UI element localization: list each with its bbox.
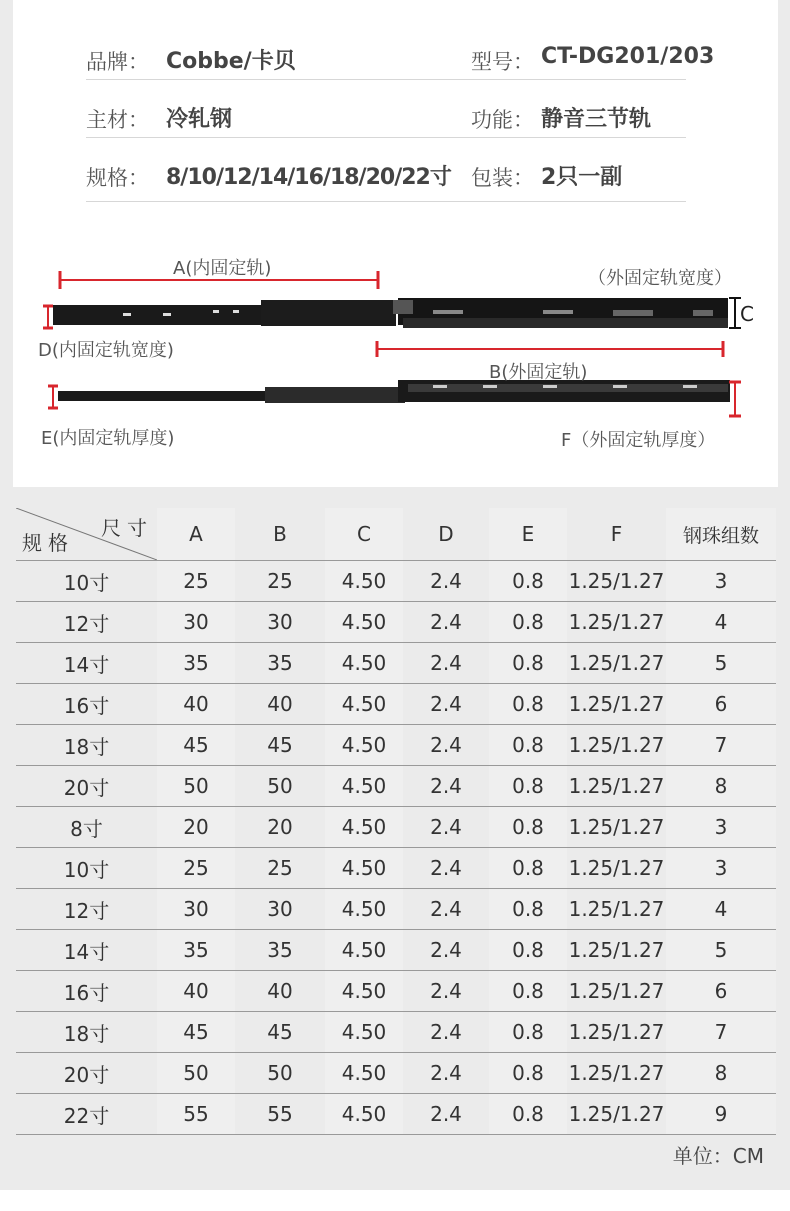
label-e: E(内固定轨厚度) [41, 428, 175, 449]
header-a: A [157, 508, 235, 561]
size-value: 8/10/12/14/16/18/20/22寸 [166, 165, 451, 190]
cell-spec: 8寸 [16, 807, 157, 848]
cell-spec: 10寸 [16, 561, 157, 602]
brand-value: Cobbe/卡贝 [166, 49, 296, 74]
cell-b: 25 [235, 848, 325, 889]
cell-spec: 14寸 [16, 930, 157, 971]
cell-ball-groups: 5 [666, 930, 776, 971]
cell-f: 1.25/1.27 [567, 1094, 666, 1135]
cell-b: 35 [235, 930, 325, 971]
cell-c: 4.50 [325, 725, 403, 766]
function-value: 静音三节轨 [541, 107, 652, 132]
cell-a: 25 [157, 848, 235, 889]
cell-f: 1.25/1.27 [567, 766, 666, 807]
cell-f: 1.25/1.27 [567, 725, 666, 766]
cell-a: 45 [157, 1012, 235, 1053]
cell-e: 0.8 [489, 1094, 567, 1135]
cell-b: 35 [235, 643, 325, 684]
header-c: C [325, 508, 403, 561]
cell-c: 4.50 [325, 889, 403, 930]
cell-b: 40 [235, 971, 325, 1012]
cell-a: 40 [157, 971, 235, 1012]
cell-ball-groups: 6 [666, 971, 776, 1012]
footer-band [0, 1190, 790, 1211]
label-d: D(内固定轨宽度) [38, 340, 174, 361]
spec-table-container [16, 508, 776, 1128]
cell-spec: 20寸 [16, 1053, 157, 1094]
table-header-row [16, 508, 776, 561]
cell-e: 0.8 [489, 643, 567, 684]
label-b: B(外固定轨) [489, 362, 588, 383]
cell-d: 2.4 [403, 1012, 489, 1053]
table-row [16, 1094, 776, 1135]
cell-e: 0.8 [489, 1012, 567, 1053]
table-row [16, 807, 776, 848]
cell-f: 1.25/1.27 [567, 684, 666, 725]
cell-f: 1.25/1.27 [567, 971, 666, 1012]
cell-spec: 22寸 [16, 1094, 157, 1135]
material-value: 冷轧钢 [166, 107, 233, 132]
cell-c: 4.50 [325, 766, 403, 807]
spec-row-size-package [86, 156, 686, 202]
cell-spec: 18寸 [16, 725, 157, 766]
cell-f: 1.25/1.27 [567, 561, 666, 602]
table-row [16, 848, 776, 889]
dimension-e-mark [48, 386, 58, 408]
cell-e: 0.8 [489, 766, 567, 807]
table-row [16, 766, 776, 807]
cell-c: 4.50 [325, 1094, 403, 1135]
label-outer-rail-width: （外固定轨宽度） [588, 268, 732, 289]
table-row [16, 1012, 776, 1053]
cell-c: 4.50 [325, 971, 403, 1012]
cell-ball-groups: 3 [666, 561, 776, 602]
label-f: F（外固定轨厚度） [561, 430, 716, 451]
cell-e: 0.8 [489, 725, 567, 766]
cell-e: 0.8 [489, 848, 567, 889]
table-row [16, 930, 776, 971]
cell-e: 0.8 [489, 602, 567, 643]
table-row [16, 684, 776, 725]
cell-b: 20 [235, 807, 325, 848]
cell-spec: 10寸 [16, 848, 157, 889]
cell-ball-groups: 6 [666, 684, 776, 725]
label-a: A(内固定轨) [173, 258, 272, 279]
cell-d: 2.4 [403, 643, 489, 684]
cell-c: 4.50 [325, 684, 403, 725]
header-ball-groups: 钢珠组数 [666, 508, 776, 561]
cell-c: 4.50 [325, 643, 403, 684]
cell-a: 45 [157, 725, 235, 766]
spec-row-brand-model [86, 40, 715, 80]
cell-a: 35 [157, 930, 235, 971]
material-label: 主材： [86, 108, 149, 132]
cell-spec: 16寸 [16, 684, 157, 725]
cell-spec: 16寸 [16, 971, 157, 1012]
cell-b: 30 [235, 602, 325, 643]
cell-c: 4.50 [325, 1012, 403, 1053]
cell-a: 20 [157, 807, 235, 848]
cell-b: 55 [235, 1094, 325, 1135]
cell-c: 4.50 [325, 1053, 403, 1094]
cell-e: 0.8 [489, 971, 567, 1012]
cell-spec: 12寸 [16, 602, 157, 643]
table-row [16, 561, 776, 602]
cell-a: 50 [157, 766, 235, 807]
cell-d: 2.4 [403, 766, 489, 807]
header-f: F [567, 508, 666, 561]
cell-f: 1.25/1.27 [567, 930, 666, 971]
package-label: 包装： [471, 166, 534, 190]
cell-b: 40 [235, 684, 325, 725]
cell-spec: 14寸 [16, 643, 157, 684]
cell-f: 1.25/1.27 [567, 848, 666, 889]
cell-c: 4.50 [325, 602, 403, 643]
cell-ball-groups: 4 [666, 889, 776, 930]
header-d: D [403, 508, 489, 561]
cell-spec: 20寸 [16, 766, 157, 807]
cell-a: 35 [157, 643, 235, 684]
table-row [16, 1053, 776, 1094]
spec-table [16, 508, 776, 1135]
cell-b: 50 [235, 1053, 325, 1094]
cell-a: 55 [157, 1094, 235, 1135]
dimension-d-mark [43, 306, 53, 328]
cell-spec: 12寸 [16, 889, 157, 930]
cell-ball-groups: 7 [666, 1012, 776, 1053]
rail-bottom [58, 380, 730, 403]
cell-spec: 18寸 [16, 1012, 157, 1053]
cell-ball-groups: 8 [666, 1053, 776, 1094]
cell-ball-groups: 3 [666, 807, 776, 848]
cell-d: 2.4 [403, 725, 489, 766]
cell-e: 0.8 [489, 930, 567, 971]
header-e: E [489, 508, 567, 561]
divider [86, 137, 686, 138]
cell-f: 1.25/1.27 [567, 1012, 666, 1053]
cell-d: 2.4 [403, 889, 489, 930]
table-row [16, 602, 776, 643]
cell-ball-groups: 5 [666, 643, 776, 684]
cell-d: 2.4 [403, 930, 489, 971]
cell-b: 45 [235, 725, 325, 766]
cell-e: 0.8 [489, 807, 567, 848]
cell-ball-groups: 8 [666, 766, 776, 807]
cell-ball-groups: 7 [666, 725, 776, 766]
rail-dimension-diagram [13, 240, 778, 480]
cell-f: 1.25/1.27 [567, 602, 666, 643]
cell-a: 25 [157, 561, 235, 602]
cell-f: 1.25/1.27 [567, 889, 666, 930]
cell-d: 2.4 [403, 561, 489, 602]
cell-d: 2.4 [403, 1053, 489, 1094]
cell-a: 30 [157, 889, 235, 930]
unit-label: 单位：CM [672, 1144, 764, 1168]
brand-label: 品牌： [86, 50, 149, 74]
cell-d: 2.4 [403, 971, 489, 1012]
cell-c: 4.50 [325, 561, 403, 602]
cell-b: 25 [235, 561, 325, 602]
cell-d: 2.4 [403, 848, 489, 889]
corner-top-label: 尺寸 [101, 516, 153, 540]
table-row [16, 725, 776, 766]
cell-e: 0.8 [489, 1053, 567, 1094]
cell-d: 2.4 [403, 684, 489, 725]
cell-f: 1.25/1.27 [567, 1053, 666, 1094]
table-row [16, 889, 776, 930]
divider [86, 79, 686, 80]
package-value: 2只一副 [541, 165, 623, 190]
label-c: C [740, 302, 754, 326]
table-row [16, 971, 776, 1012]
header-b: B [235, 508, 325, 561]
cell-b: 45 [235, 1012, 325, 1053]
cell-b: 30 [235, 889, 325, 930]
cell-f: 1.25/1.27 [567, 807, 666, 848]
cell-f: 1.25/1.27 [567, 643, 666, 684]
table-row [16, 643, 776, 684]
cell-ball-groups: 4 [666, 602, 776, 643]
cell-d: 2.4 [403, 602, 489, 643]
table-body [16, 561, 776, 1135]
cell-e: 0.8 [489, 889, 567, 930]
cell-d: 2.4 [403, 807, 489, 848]
cell-ball-groups: 3 [666, 848, 776, 889]
product-spec-card [13, 0, 778, 487]
cell-ball-groups: 9 [666, 1094, 776, 1135]
cell-a: 50 [157, 1053, 235, 1094]
rail-top [53, 298, 728, 328]
function-label: 功能： [471, 108, 534, 132]
dimension-f-mark [729, 382, 741, 416]
dimension-b-line [377, 341, 723, 357]
cell-d: 2.4 [403, 1094, 489, 1135]
cell-b: 50 [235, 766, 325, 807]
size-label: 规格： [86, 166, 149, 190]
cell-c: 4.50 [325, 848, 403, 889]
cell-a: 30 [157, 602, 235, 643]
corner-bottom-label: 规格 [22, 531, 74, 555]
model-label: 型号： [471, 50, 534, 74]
cell-e: 0.8 [489, 684, 567, 725]
corner-header-cell [16, 508, 157, 561]
model-value: CT-DG201/203 [541, 44, 715, 69]
cell-a: 40 [157, 684, 235, 725]
cell-c: 4.50 [325, 807, 403, 848]
divider [86, 201, 686, 202]
cell-e: 0.8 [489, 561, 567, 602]
cell-c: 4.50 [325, 930, 403, 971]
spec-row-material-function [86, 98, 686, 138]
